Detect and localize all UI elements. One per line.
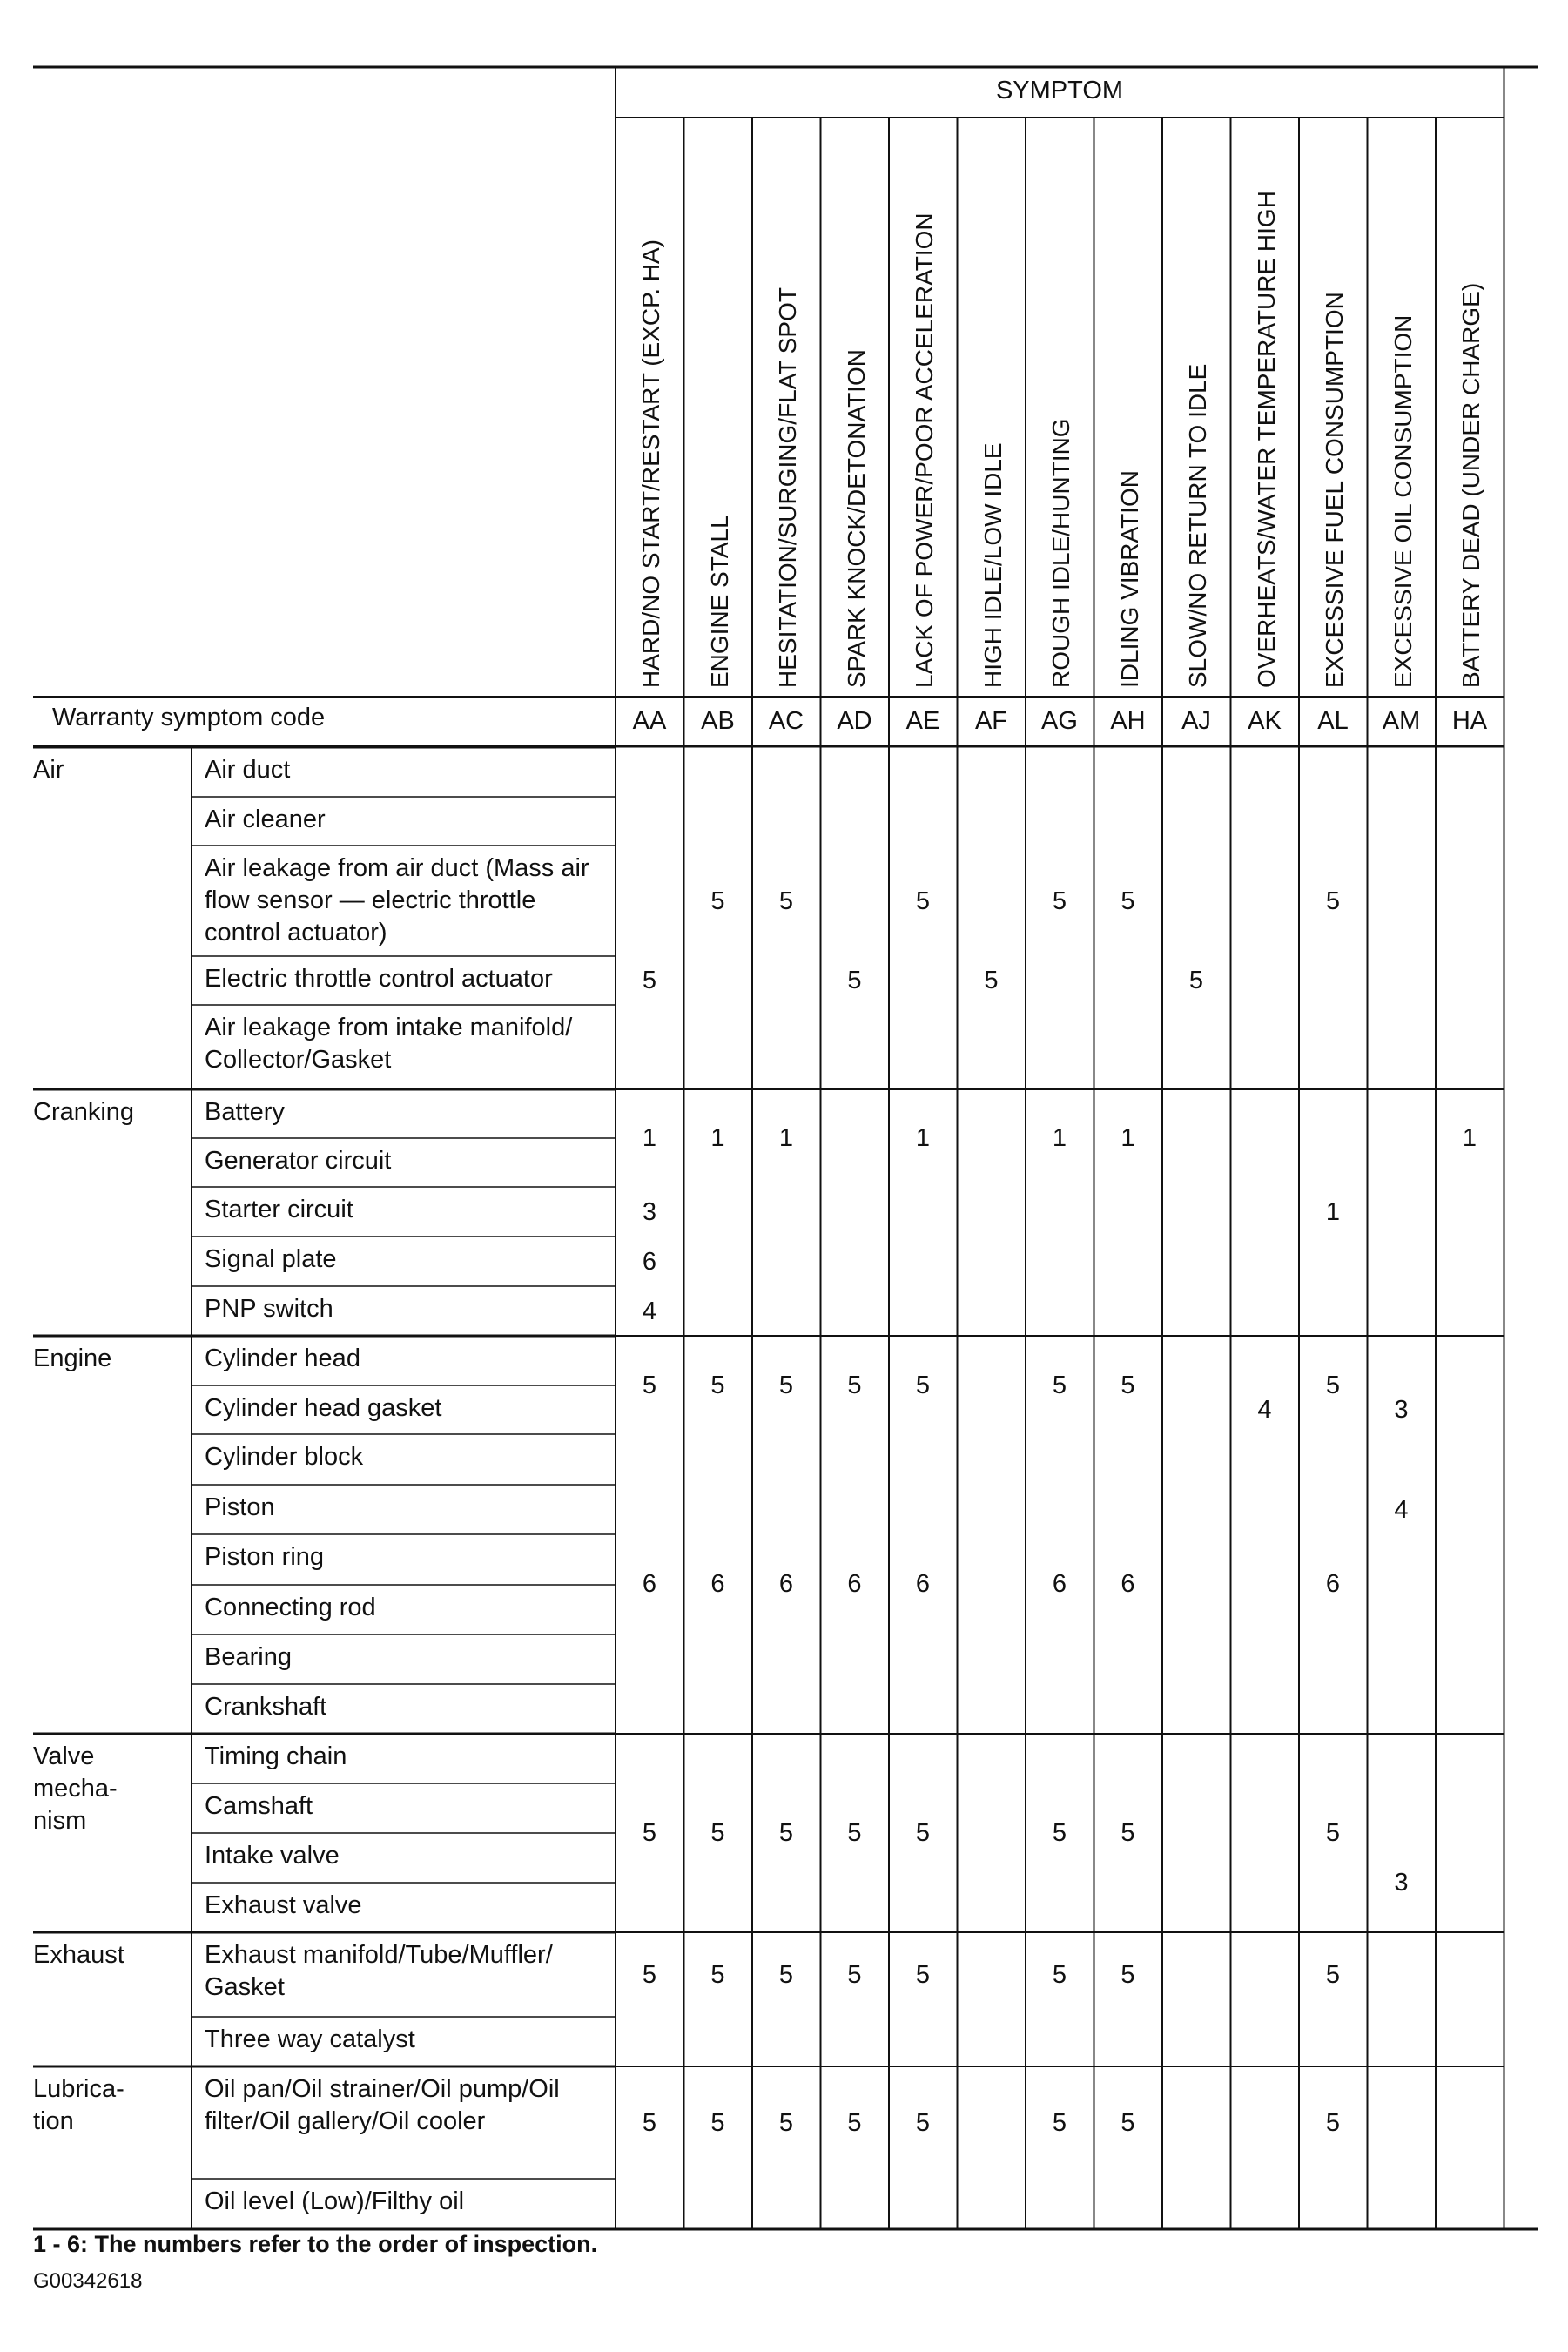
- matrix-cell-ag: 5: [1052, 1960, 1067, 1989]
- matrix-cell-ae: 6: [915, 1570, 931, 1598]
- category-label: Cranking: [33, 1098, 135, 1126]
- matrix-cell-ab: 1: [710, 1124, 725, 1152]
- matrix-cell-ak: 4: [1257, 1396, 1272, 1424]
- matrix-cell-ad: 5: [847, 967, 862, 994]
- matrix-cell-al: 5: [1325, 1371, 1341, 1399]
- row-label: Timing chain: [205, 1742, 347, 1770]
- row-label: PNP switch: [205, 1295, 333, 1323]
- row-label: Air leakage from intake manifold/ Collector/Gasket: [205, 1014, 573, 1074]
- symptom-header-ab: ENGINE STALL: [705, 515, 733, 688]
- row-label: Intake valve: [205, 1842, 340, 1870]
- row-label: Electric throttle control actuator: [205, 965, 553, 993]
- symptom-header-am: EXCESSIVE OIL CONSUMPTION: [1389, 314, 1417, 688]
- matrix-cell-ab: 5: [710, 2108, 725, 2137]
- matrix-cell-ag: 6: [1052, 1570, 1067, 1598]
- warranty-code-ab: AB: [701, 707, 735, 735]
- row-label: Air leakage from air duct (Mass air flow sensor — electric throttle control actuator): [205, 854, 589, 947]
- matrix-cell-aa: 5: [642, 1819, 657, 1847]
- matrix-cell-ag: 5: [1052, 1819, 1067, 1847]
- matrix-cell-ae: 5: [915, 1371, 931, 1399]
- warranty-code-ah: AH: [1110, 707, 1146, 735]
- matrix-cell-al: 6: [1325, 1570, 1341, 1598]
- warranty-code-ha: HA: [1451, 707, 1488, 735]
- warranty-code-al: AL: [1317, 707, 1349, 735]
- matrix-cell-ad: 5: [847, 1960, 862, 1989]
- matrix-cell-ag: 1: [1052, 1124, 1067, 1152]
- matrix-cell-ah: 1: [1120, 1124, 1135, 1152]
- category-label: Air: [33, 756, 64, 784]
- warranty-code-aj: AJ: [1181, 707, 1211, 735]
- matrix-cell-af: 5: [984, 967, 999, 994]
- matrix-cell-ab: 5: [710, 1371, 725, 1399]
- matrix-cell-ad: 6: [847, 1570, 862, 1598]
- symptom-header-ak: OVERHEATS/WATER TEMPERATURE HIGH: [1252, 191, 1280, 688]
- matrix-cell-aa: 5: [642, 1371, 657, 1399]
- row-label: Three way catalyst: [205, 2025, 415, 2053]
- warranty-code-am: AM: [1382, 707, 1421, 735]
- matrix-cell-aa: 6: [642, 1247, 657, 1276]
- warranty-code-ak: AK: [1248, 707, 1282, 735]
- row-label: Camshaft: [205, 1792, 313, 1820]
- row-label: Battery: [205, 1098, 285, 1126]
- matrix-cell-al: 5: [1325, 886, 1341, 915]
- symptom-header-ae: LACK OF POWER/POOR ACCELERATION: [911, 212, 938, 688]
- row-label: Connecting rod: [205, 1594, 376, 1621]
- row-label: Generator circuit: [205, 1147, 392, 1175]
- matrix-cell-ad: 5: [847, 2108, 862, 2137]
- matrix-cell-ag: 5: [1052, 1371, 1067, 1399]
- matrix-cell-ac: 5: [778, 2108, 794, 2137]
- matrix-cell-ag: 5: [1052, 2108, 1067, 2137]
- symptom-header-ac: HESITATION/SURGING/FLAT SPOT: [774, 287, 801, 688]
- matrix-cell-ab: 5: [710, 886, 725, 915]
- matrix-cell-aa: 5: [642, 2108, 657, 2137]
- row-label: Piston: [205, 1493, 275, 1521]
- matrix-cell-aa: 1: [642, 1124, 657, 1152]
- matrix-cell-ae: 5: [915, 1819, 931, 1847]
- matrix-cell-am: 3: [1394, 1396, 1409, 1424]
- row-label: Exhaust manifold/Tube/Muffler/ Gasket: [205, 1941, 553, 2001]
- row-label: Bearing: [205, 1643, 292, 1671]
- matrix-cell-ah: 5: [1120, 1819, 1135, 1847]
- symptom-header-ad: SPARK KNOCK/DETONATION: [842, 349, 870, 688]
- matrix-cell-ag: 5: [1052, 886, 1067, 915]
- row-label: Exhaust valve: [205, 1891, 362, 1919]
- matrix-cell-ac: 6: [778, 1570, 794, 1598]
- figure-code: G00342618: [33, 2269, 143, 2293]
- matrix-cell-al: 1: [1325, 1197, 1341, 1226]
- row-label: Starter circuit: [205, 1196, 353, 1223]
- matrix-cell-al: 5: [1325, 2108, 1341, 2137]
- matrix-cell-ae: 1: [915, 1124, 931, 1152]
- matrix-cell-ah: 5: [1120, 886, 1135, 915]
- matrix-cell-ad: 5: [847, 1819, 862, 1847]
- matrix-cell-ae: 5: [915, 1960, 931, 1989]
- matrix-cell-ab: 5: [710, 1960, 725, 1989]
- symptom-header-ag: ROUGH IDLE/HUNTING: [1047, 418, 1074, 688]
- matrix-cell-ae: 5: [915, 2108, 931, 2137]
- symptom-header: SYMPTOM: [995, 77, 1124, 104]
- warranty-code-ag: AG: [1041, 707, 1078, 735]
- matrix-cell-ab: 6: [710, 1570, 725, 1598]
- warranty-code-ad: AD: [837, 707, 872, 735]
- category-label: Lubrica- tion: [33, 2075, 124, 2135]
- matrix-cell-ah: 5: [1120, 1371, 1135, 1399]
- matrix-cell-aa: 4: [642, 1297, 657, 1325]
- symptom-header-ha: BATTERY DEAD (UNDER CHARGE): [1457, 282, 1484, 688]
- matrix-cell-ad: 5: [847, 1371, 862, 1399]
- matrix-cell-aa: 5: [642, 1960, 657, 1989]
- row-label: Piston ring: [205, 1543, 325, 1571]
- row-label: Air cleaner: [205, 805, 326, 833]
- warranty-code-ac: AC: [768, 707, 804, 735]
- matrix-cell-aj: 5: [1188, 967, 1204, 994]
- matrix-cell-ac: 5: [778, 886, 794, 915]
- row-label: Oil level (Low)/Filthy oil: [205, 2187, 465, 2215]
- matrix-cell-am: 4: [1394, 1495, 1409, 1524]
- matrix-cell-ae: 5: [915, 886, 931, 915]
- category-label: Engine: [33, 1344, 112, 1372]
- matrix-cell-ah: 5: [1120, 2108, 1135, 2137]
- matrix-cell-ab: 5: [710, 1819, 725, 1847]
- warranty-code-ae: AE: [905, 707, 940, 735]
- warranty-code-af: AF: [974, 707, 1008, 735]
- row-label: Oil pan/Oil strainer/Oil pump/Oil filter/Oil gallery/Oil cooler: [205, 2075, 560, 2135]
- matrix-cell-aa: 3: [642, 1197, 657, 1226]
- matrix-cell-ac: 5: [778, 1960, 794, 1989]
- matrix-cell-ac: 5: [778, 1371, 794, 1399]
- row-label: Crankshaft: [205, 1693, 327, 1721]
- matrix-cell-ha: 1: [1462, 1124, 1477, 1152]
- matrix-cell-ah: 5: [1120, 1960, 1135, 1989]
- symptom-header-al: EXCESSIVE FUEL CONSUMPTION: [1321, 292, 1348, 688]
- matrix-cell-am: 3: [1394, 1869, 1409, 1897]
- matrix-cell-al: 5: [1325, 1819, 1341, 1847]
- row-label: Cylinder head: [205, 1344, 360, 1372]
- warranty-code-aa: AA: [632, 707, 667, 735]
- warranty-label: Warranty symptom code: [52, 704, 326, 731]
- matrix-cell-aa: 5: [642, 967, 657, 994]
- row-label: Cylinder block: [205, 1443, 364, 1471]
- footnote: 1 - 6: The numbers refer to the order of inspection.: [33, 2231, 598, 2257]
- category-label: Valve mecha- nism: [33, 1742, 118, 1835]
- category-label: Exhaust: [33, 1941, 124, 1969]
- matrix-cell-aa: 6: [642, 1570, 657, 1598]
- row-label: Air duct: [205, 756, 291, 784]
- matrix-cell-ah: 6: [1120, 1570, 1135, 1598]
- matrix-cell-ac: 1: [778, 1124, 794, 1152]
- row-label: Cylinder head gasket: [205, 1394, 442, 1422]
- symptom-header-ah: IDLING VIBRATION: [1115, 470, 1143, 688]
- matrix-cell-ac: 5: [778, 1819, 794, 1847]
- symptom-header-af: HIGH IDLE/LOW IDLE: [979, 442, 1006, 688]
- matrix-cell-al: 5: [1325, 1960, 1341, 1989]
- row-label: Signal plate: [205, 1245, 337, 1273]
- symptom-header-aa: HARD/NO START/RESTART (EXCP. HA): [637, 239, 664, 688]
- symptom-header-aj: SLOW/NO RETURN TO IDLE: [1184, 363, 1211, 688]
